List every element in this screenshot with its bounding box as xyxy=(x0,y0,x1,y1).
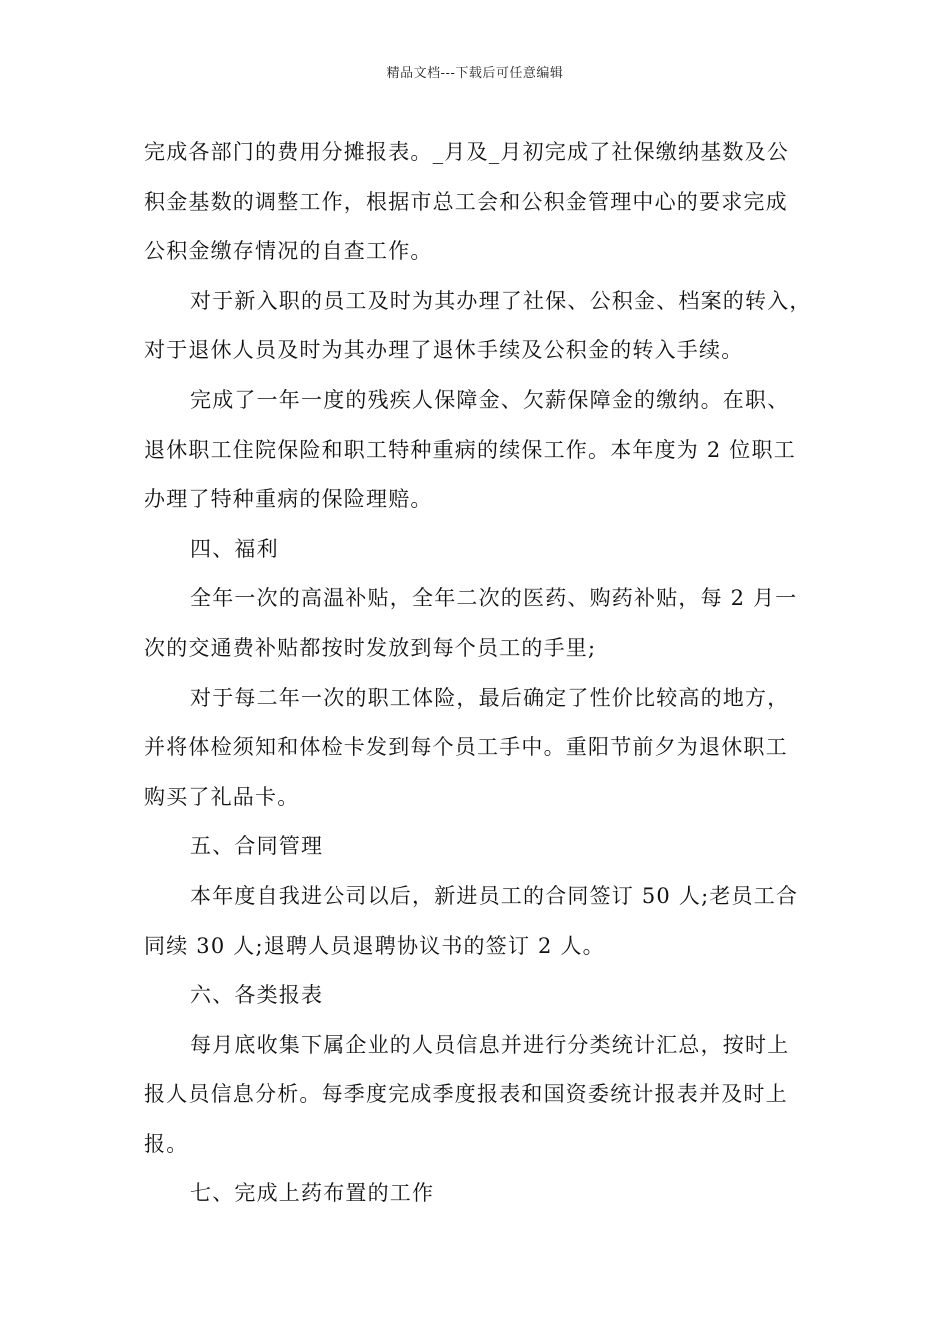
text-line: 七、完成上药布置的工作 xyxy=(190,1181,435,1206)
text-line: 办理了特种重病的保险理赔。 xyxy=(144,487,433,512)
text-line: 报。 xyxy=(144,1131,189,1156)
text-line: 对于每二年一次的职工体险，最后确定了性价比较高的地方， xyxy=(190,685,790,710)
text-line: 同续 30 人;退聘人员退聘协议书的签订 2 人。 xyxy=(144,933,605,958)
text-line: 全年一次的高温补贴，全年二次的医药、购药补贴，每 2 月一 xyxy=(190,586,798,611)
text-line: 完成各部门的费用分摊报表。_月及_月初完成了社保缴纳基数及公 xyxy=(144,140,789,164)
page-header: 精品文档---下载后可任意编辑 xyxy=(386,66,564,81)
text-line: 六、各类报表 xyxy=(190,983,324,1008)
text-line: 对于新入职的员工及时为其办理了社保、公积金、档案的转入， xyxy=(190,288,812,313)
text-line: 退休职工住院保险和职工特种重病的续保工作。本年度为 2 位职工 xyxy=(144,437,796,462)
text-line: 完成了一年一度的残疾人保障金、欠薪保障金的缴纳。在职、 xyxy=(190,387,790,412)
document-body xyxy=(144,128,814,1219)
text-line: 对于退休人员及时为其办理了退休手续及公积金的转入手续。 xyxy=(144,338,744,363)
text-line: 并将体检须知和体检卡发到每个员工手中。重阳节前夕为退休职工 xyxy=(144,735,788,760)
text-line: 四、福利 xyxy=(190,536,279,561)
text-line: 公积金缴存情况的自查工作。 xyxy=(144,239,433,264)
text-line: 每月底收集下属企业的人员信息并进行分类统计汇总，按时上 xyxy=(190,1032,790,1057)
text-line: 报人员信息分析。每季度完成季度报表和国资委统计报表并及时上 xyxy=(144,1082,788,1107)
text-line: 本年度自我进公司以后，新进员工的合同签订 50 人;老员工合 xyxy=(190,883,799,908)
text-line: 购买了礼品卡。 xyxy=(144,784,300,809)
text-line: 次的交通费补贴都按时发放到每个员工的手里; xyxy=(144,635,597,660)
text-line: 五、合同管理 xyxy=(190,834,324,859)
text-line: 积金基数的调整工作，根据市总工会和公积金管理中心的要求完成 xyxy=(144,189,788,214)
